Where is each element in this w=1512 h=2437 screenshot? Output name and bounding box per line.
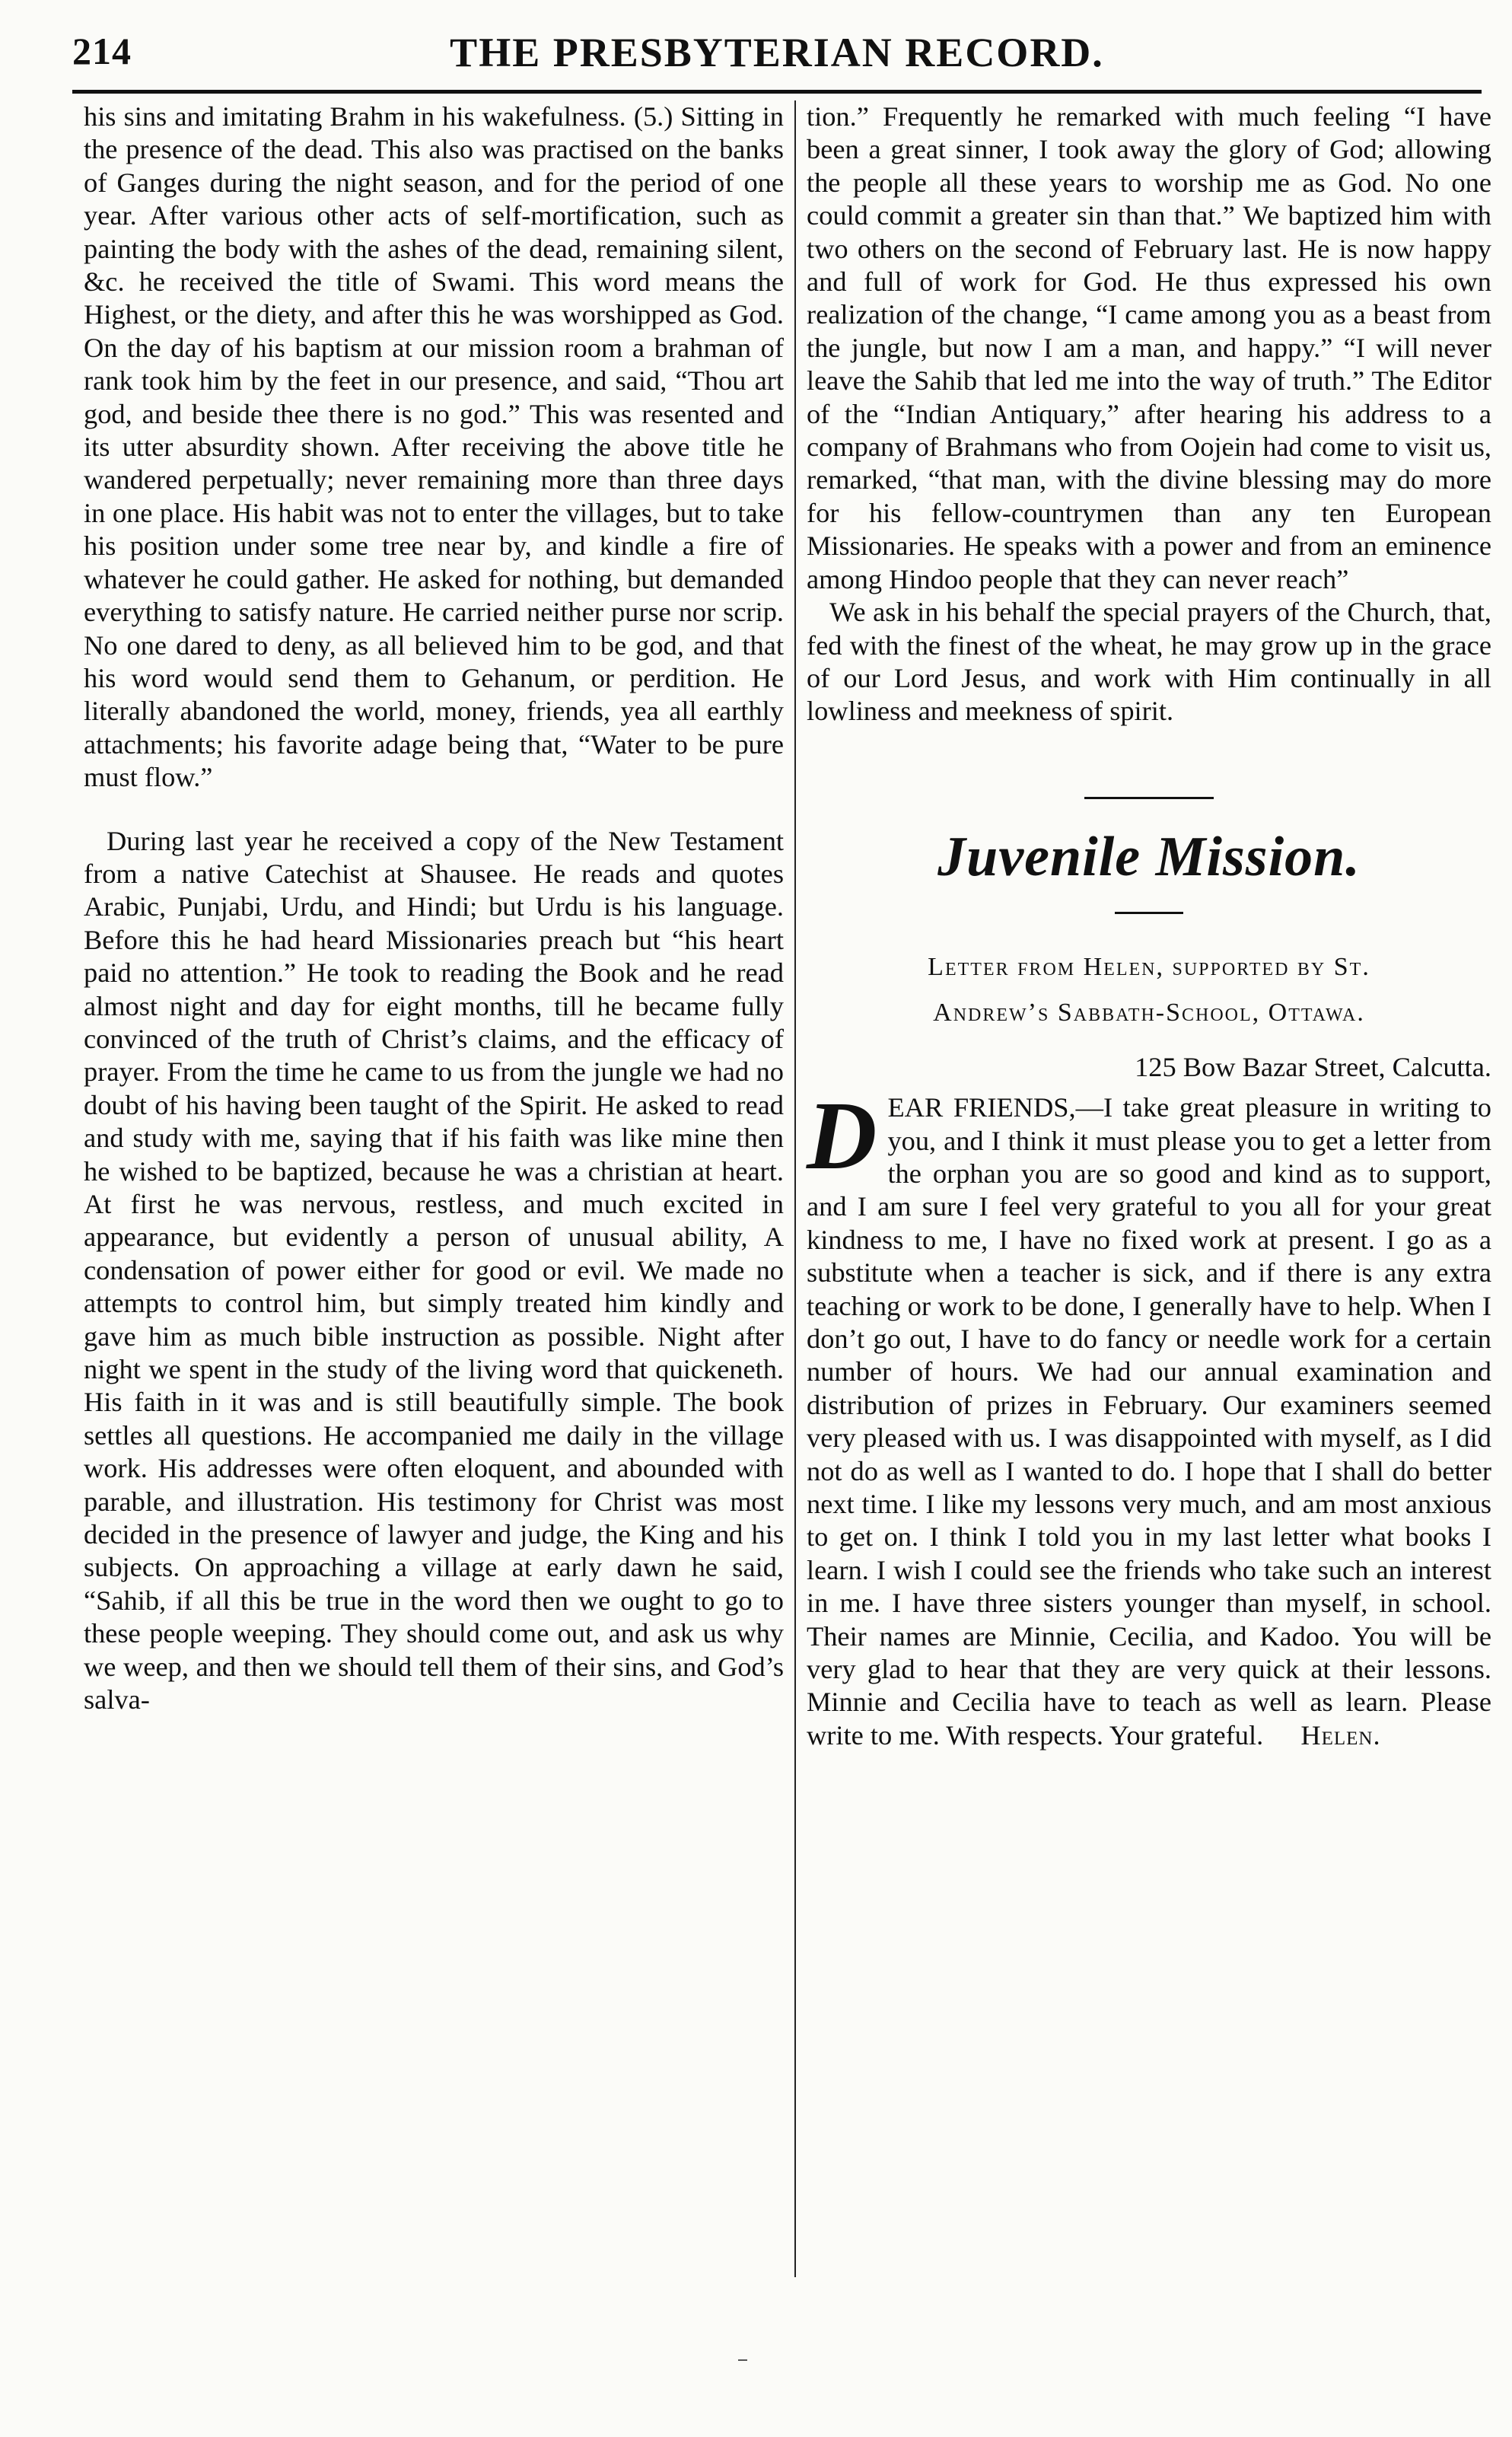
paragraph-gap bbox=[84, 795, 784, 825]
section-subrule bbox=[1115, 912, 1183, 914]
letter-body bbox=[807, 1082, 1491, 1752]
footer-mark bbox=[738, 2359, 747, 2365]
letter-signature: Helen. bbox=[1300, 1719, 1381, 1750]
letter-heading-line-2: Andrew’s Sabbath-School, Ottawa. bbox=[933, 998, 1365, 1027]
section-rule bbox=[1084, 797, 1214, 799]
right-paragraph-2: We ask in his behalf the special prayers of the Church, that, fed with the finest of the wheat, he may grow up in the grace of our Lord Jesus, and work with Him continually in all lowliness and meekness of spirit. bbox=[807, 597, 1491, 727]
right-column bbox=[807, 100, 1491, 1752]
drop-cap: D bbox=[807, 1082, 877, 1190]
right-paragraph-1: tion.” Frequently he remarked with much feeling “I have been a great sinner, I took away the glory of God; allowing the people all these years to worship me as God. No one could commit a greater sin than that.” We baptized him with two others on the second of February last. He is now happy and full of work for God. He thus expressed his own realization of the change, “I came among you as a beast from the jungle, but now I am a man, and happy.” “I will never leave the Sahib that led me into the way of truth.” The Editor of the “Indian Antiquary,” after hearing his address to a company of Brahmans who from Oojein had come to visit us, remarked, “that man, with the divine blessing may do more for his fellow-countrymen than any ten European Missionaries. He speaks with a power and from an eminence among Hindoo people that they can never reach” bbox=[807, 101, 1491, 594]
letter-address: 125 Bow Bazar Street, Calcutta. bbox=[1135, 1051, 1491, 1082]
page-header bbox=[72, 21, 1482, 82]
page-number: 214 bbox=[72, 30, 132, 72]
left-paragraph-2: During last year he received a copy of the New Testament from a native Catechist at Shausee. He reads and quotes Arabic, Punjabi, Urdu, and Hindi; but Urdu is his language. Before this he had heard Missionaries preach but “his heart paid no attention.” He took to reading the Book and he read almost night and day for eight months, till he became fully convinced of the truth of Christ’s claims, and the efficacy of prayer. From the time he came to us from the jungle we had no doubt of his having been taught of the Spirit. He asked to read and study with me, saying that if his faith was like mine then he wished to be baptized, because he was a christian at heart. At first he was nervous, restless, and much excited in appearance, but evidently a person of unusual ability, A condensation of power either for good or evil. We made no attempts to control him, but simply treated him kindly and gave him as much bible instruction as possible. Night after night we spent in the study of the living word that quickeneth. His faith in it was and is still beautifully simple. The book settles all questions. He accompanied me daily in the village work. His addresses were often eloquent, and abounded with parable, and illustration. His testimony for Christ was most decided in the presence of lawyer and judge, the King and his subjects. On approaching a village at early dawn he said, “Sahib, if all this be true in the word then we ought to go to these people weeping. They should come out, and ask us why we weep, and then we should tell them of their sins, and God’s salva- bbox=[84, 825, 784, 1715]
header-rule bbox=[72, 90, 1482, 94]
journal-title: THE PRESBYTERIAN RECORD. bbox=[450, 30, 1104, 75]
letter-text: EAR FRIENDS,—I take great pleasure in writing to you, and I think it must please you to get a letter from the orphan you are so good and kind as to support, and I am sure I feel very grateful to you all for your great kindness to me, I have no fixed work at present. I go as a substitute when a teacher is sick, and if there is any extra teaching or work to be done, I generally have to help. When I don’t go out, I have to do fancy or needle work for a certain number of hours. We had our annual examination and distribution of prizes in February. Our examiners seemed very pleased with us. I was disappointed with myself, as I did not do as well as I wanted to do. I hope that I shall do better next time. I like my lessons very much, and am most anxious to get on. I think I told you in my last letter what books I learn. I wish I could see the friends who take such an interest in me. I have three sisters younger than myself, in school. Their names are Minnie, Cecilia, and Kadoo. You will be very glad to hear that they are very quick at their lessons. Minnie and Cecilia have to teach as well as learn. Please write to me. With respects. Your grateful. bbox=[807, 1092, 1491, 1750]
column-divider bbox=[794, 100, 796, 2277]
left-paragraph-1: his sins and imitating Brahm in his wakefulness. (5.) Sitting in the presence of the dead. This also was practised on the banks of Ganges during the night season, and for the period of one year. After various other acts of self-mortification, such as painting the body with the ashes of the dead, remaining silent, &c. he received the title of Swami. This word means the Highest, or the diety, and after this he was worshipped as God. On the day of his baptism at our mission room a brahman of rank took him by the feet in our presence, and said, “Thou art god, and beside thee there is no god.” This was resented and its utter absurdity shown. After receiving the above title he wandered perpetually; never remaining more than three days in one place. His habit was not to enter the villages, but to take his position under some tree near by, and kindle a fire of whatever he could gather. He asked for nothing, but demanded everything to satisfy nature. He carried neither purse nor scrip. No one dared to deny, as all believed him to be god, and that his word would send them to Gehanum, or perdition. He literally abandoned the world, money, friends, yea all earthly attachments; his favorite adage being that, “Water to be pure must flow.” bbox=[84, 101, 784, 793]
letter-heading-line-1: Letter from Helen, supported by St. bbox=[928, 952, 1370, 981]
left-column bbox=[84, 100, 784, 1717]
section-title: Juvenile Mission. bbox=[937, 825, 1361, 888]
